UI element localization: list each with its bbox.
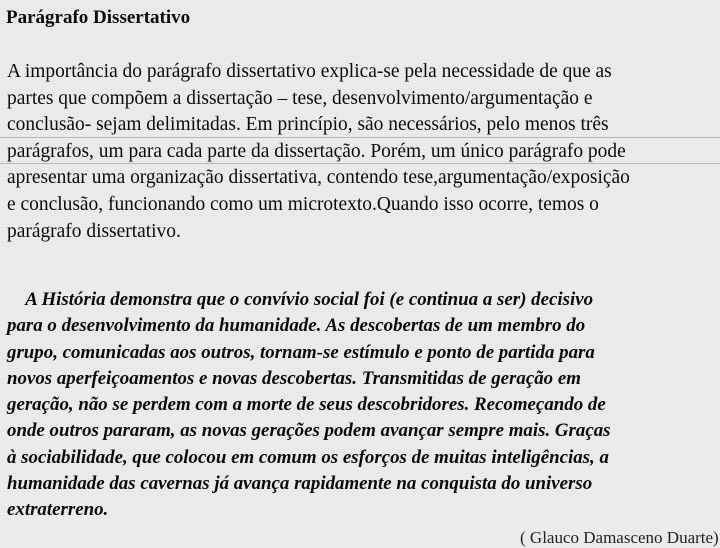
author-credit: ( Glauco Damasceno Duarte): [520, 528, 719, 547]
example-paragraph-line: à sociabilidade, que colocou em comum os esforços de muitas inteligências, a: [7, 446, 609, 468]
example-paragraph: [7, 287, 719, 524]
main-paragraph-line: parágrafo dissertativo.: [7, 220, 181, 242]
example-paragraph-line: A História demonstra que o convívio social foi (e continua a ser) decisivo: [7, 289, 594, 310]
main-paragraph-line: partes que compõem a dissertação – tese, desenvolvimento/argumentação e: [7, 87, 593, 109]
main-paragraph-line: A importância do parágrafo dissertativo explica-se pela necessidade de que as: [7, 61, 612, 82]
example-paragraph-line: para o desenvolvimento da humanidade. As descobertas de um membro do: [7, 315, 586, 337]
main-paragraph-line: parágrafos, um para cada parte da dissertação. Porém, um único parágrafo pode: [7, 140, 626, 162]
main-paragraph: [7, 59, 717, 245]
page-title: Parágrafo Dissertativo: [6, 7, 191, 28]
example-paragraph-line: humanidade das cavernas já avança rapidamente na conquista do universo: [7, 473, 593, 495]
main-paragraph-line: conclusão- sejam delimitadas. Em princípio, são necessários, pelo menos três: [7, 114, 609, 136]
example-paragraph-line: extraterreno.: [7, 499, 109, 521]
main-paragraph-line: apresentar uma organização dissertativa, contendo tese,argumentação/exposição: [7, 167, 630, 189]
example-paragraph-line: novos aperfeiçoamentos e novas descobertas. Transmitidas de geração em: [7, 367, 581, 389]
example-paragraph-line: onde outros pararam, as novas gerações podem avançar sempre mais. Graças: [7, 420, 611, 442]
example-paragraph-line: grupo, comunicadas aos outros, tornam-se estímulo e ponto de partida para: [7, 341, 595, 363]
main-paragraph-line: e conclusão, funcionando como um microtexto.Quando isso ocorre, temos o: [7, 193, 599, 215]
example-paragraph-line: geração, não se perdem com a morte de seus descobridores. Recomeçando de: [7, 394, 606, 416]
